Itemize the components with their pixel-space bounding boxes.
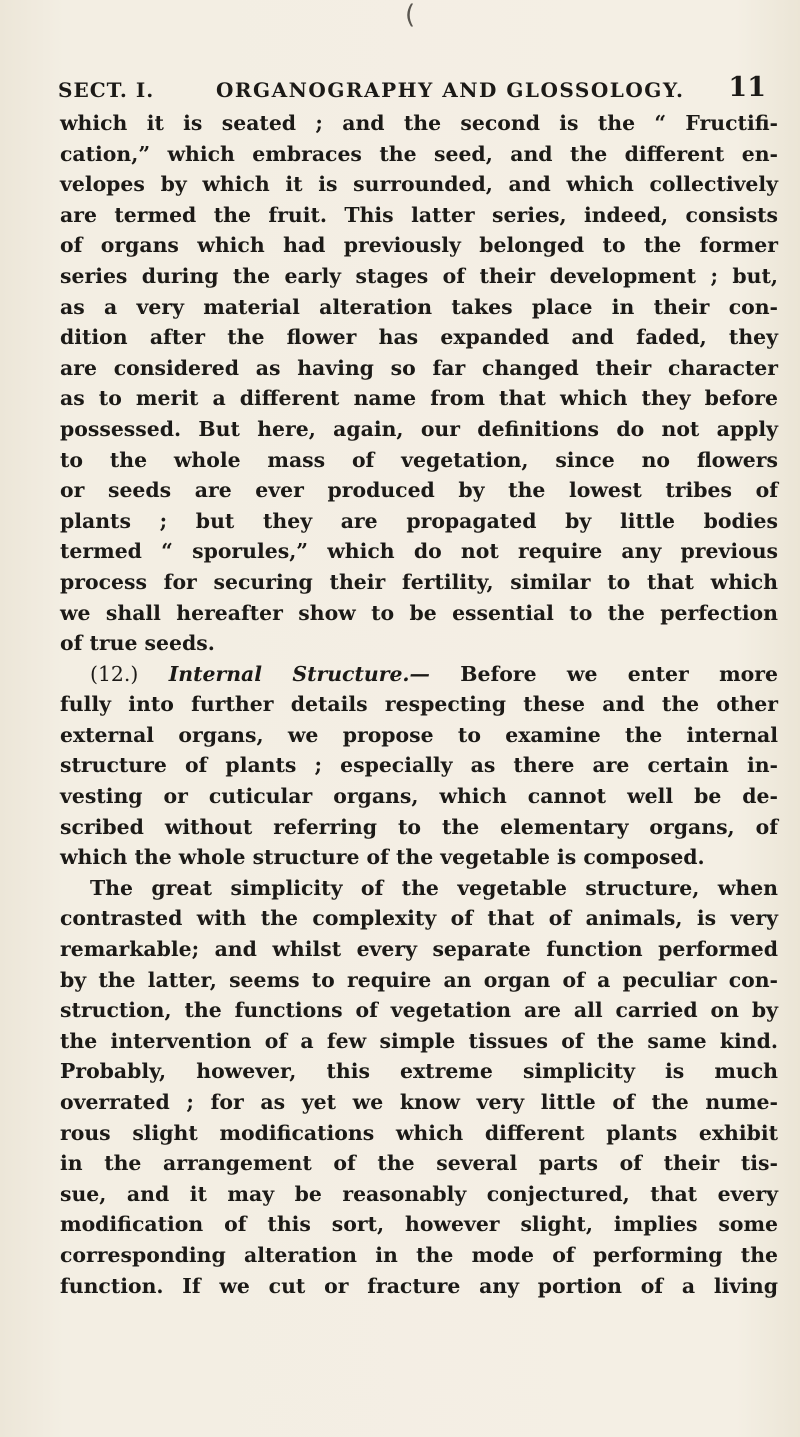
section-heading-line xyxy=(60,659,778,690)
text-line: modification of this sort, however slight, implies some xyxy=(60,1212,778,1237)
text-line: scribed without referring to the elementary organs, of xyxy=(60,814,778,839)
text-line: external organs, we propose to examine the internal xyxy=(60,722,778,747)
text-line: series during the early stages of their development ; but, xyxy=(60,263,778,288)
paragraph-fructification xyxy=(60,108,778,659)
text-line: plants ; but they are propagated by little bodies xyxy=(60,508,778,533)
text-line: in the arrangement of the several parts of their tis- xyxy=(60,1151,778,1176)
text-line: The great simplicity of the vegetable structure, when xyxy=(90,875,778,900)
paragraph-simplicity xyxy=(60,873,778,1301)
running-title: ORGANOGRAPHY AND GLOSSOLOGY. xyxy=(216,78,685,102)
body-text xyxy=(60,108,778,1301)
text-line: velopes by which it is surrounded, and which collectively xyxy=(60,172,778,197)
text-line: or seeds are ever produced by the lowest tribes of xyxy=(60,478,778,503)
text-line: vesting or cuticular organs, which cannot well be de- xyxy=(60,784,778,809)
section-number: (12.) xyxy=(90,661,139,686)
text-line: are termed the fruit. This latter series, indeed, consists xyxy=(60,202,778,227)
text-line: we shall hereafter show to be essential to the perfection xyxy=(60,600,778,625)
text-line: struction, the functions of vegetation are all carried on by xyxy=(60,998,778,1023)
text-line: cation,” which embraces the seed, and the different en- xyxy=(60,141,778,166)
text-line: the intervention of a few simple tissues of the same kind. xyxy=(60,1028,778,1053)
text-line: corresponding alteration in the mode of performing the xyxy=(60,1242,778,1267)
text-line: process for securing their fertility, similar to that which xyxy=(60,569,778,594)
section-label: SECT. I. xyxy=(58,78,155,102)
text-line: are considered as having so far changed their character xyxy=(60,355,778,380)
text-line: by the latter, seems to require an organ of a peculiar con- xyxy=(60,967,778,992)
text-line: contrasted with the complexity of that of animals, is very xyxy=(60,906,778,931)
text-line: sue, and it may be reasonably conjectured, that every xyxy=(60,1181,778,1206)
text-line: remarkable; and whilst every separate function performed xyxy=(60,937,778,962)
text-line: overrated ; for as yet we know very little of the nume- xyxy=(60,1090,778,1114)
paragraph-internal-structure xyxy=(60,659,778,873)
text-line: of true seeds. xyxy=(60,631,215,656)
running-header xyxy=(58,72,772,106)
text-line: which the whole structure of the vegetable is composed. xyxy=(60,845,705,870)
section-heading: Internal Structure.— xyxy=(168,661,430,686)
text-line: Probably, however, this extreme simplicity is much xyxy=(60,1059,778,1084)
text-line: dition after the flower has expanded and faded, they xyxy=(60,325,778,350)
text-line: as to merit a different name from that which they before xyxy=(60,386,778,411)
page-fold-mark: ( xyxy=(405,0,416,30)
text-fragment: Before we enter more xyxy=(429,661,778,686)
page-number: 11 xyxy=(728,72,766,103)
text-line: fully into further details respecting these and the other xyxy=(60,692,778,717)
text-line: termed “ sporules,” which do not require any previous xyxy=(60,539,778,564)
text-line: of organs which had previously belonged to the former xyxy=(60,233,778,258)
text-line: rous slight modifications which different plants exhibit xyxy=(60,1120,778,1145)
text-line: structure of plants ; especially as there are certain in- xyxy=(60,753,778,778)
text-line: as a very material alteration takes place in their con- xyxy=(60,294,778,319)
text-line: to the whole mass of vegetation, since no flowers xyxy=(60,447,778,472)
text-line: which it is seated ; and the second is the “ Fructifi- xyxy=(60,111,778,135)
text-line: function. If we cut or fracture any portion of a living xyxy=(60,1273,778,1298)
text-line: possessed. But here, again, our definitions do not apply xyxy=(60,416,778,441)
